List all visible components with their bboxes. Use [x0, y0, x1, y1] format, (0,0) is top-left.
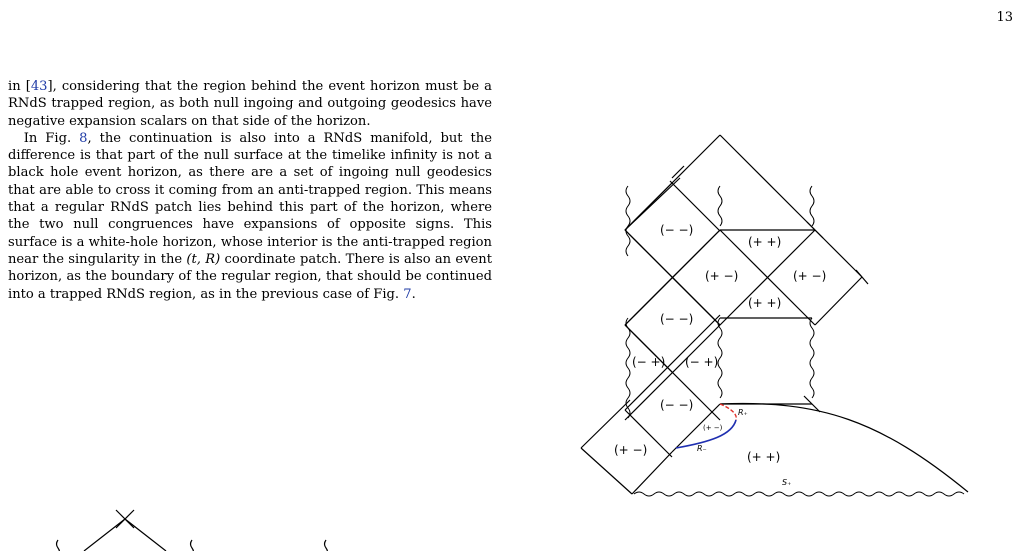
region-label-10: (+ −)	[614, 443, 648, 457]
page-number: 13	[996, 10, 1013, 25]
r-minus-label: R₋	[697, 444, 707, 453]
math-coordinates: (t, R)	[186, 251, 221, 267]
region-label-12: (+ −)	[703, 424, 723, 432]
region-label-9: (− −)	[660, 398, 694, 412]
region-label-1: (− −)	[660, 223, 694, 237]
region-label-4: (+ −)	[793, 269, 827, 283]
paragraph-2: In Fig. 8, the continuation is also into a RNdS manifold, but the difference is that part of the null surface at the timelike infinity is not a black hole event horizon, as there are a set of ingoing null geodesics that are able to cross it coming from an anti-trapped region. This means that a regular RNdS patch lies behind this part of the horizon, where the two null congruences have expansions of opposite signs. This surface is a white-hole horizon, whose interior is the anti-trapped region near the singularity in the (t, R) coordinate patch. There is also an event horizon, as the boundary of the regular region, that should be continued into a trapped RNdS region, as in the previous case of Fig. 7.	[8, 130, 492, 302]
paragraph-1: in [43], considering that the region behind the event horizon must be a RNdS trapped region, as both null ingoing and outgoing geodesics have negative expansion scalars on that side of the horizon.	[8, 79, 492, 129]
region-label-2: (+ +)	[748, 235, 782, 249]
region-label-7: (− +)	[632, 355, 666, 369]
figure-link-7[interactable]: 7	[403, 286, 412, 302]
citation-link-43[interactable]: 43	[30, 79, 48, 94]
figure-link-8[interactable]: 8	[79, 130, 88, 146]
region-label-8: (− +)	[685, 355, 719, 369]
region-label-6: (− −)	[660, 312, 694, 326]
r-plus-label: R₊	[738, 408, 748, 417]
region-label-3: (+ −)	[705, 269, 739, 283]
s-plus-label: S₊	[782, 478, 792, 487]
region-label-5: (+ +)	[748, 296, 782, 310]
region-label-11: (+ +)	[747, 450, 781, 464]
